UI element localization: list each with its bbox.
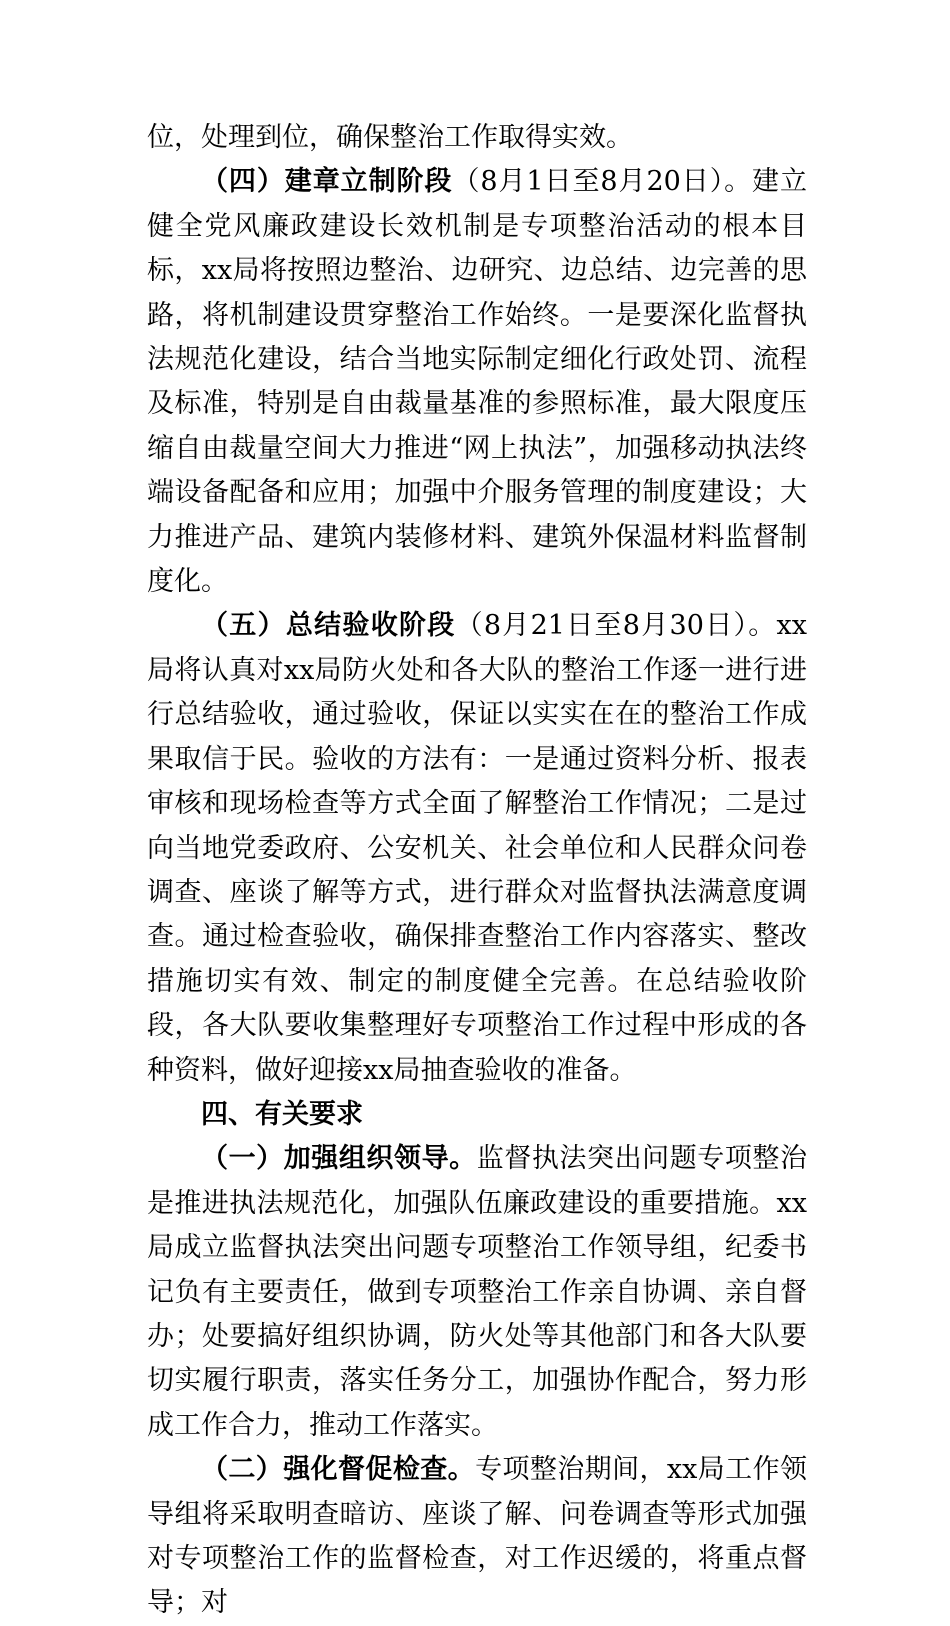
section-heading-requirements: 四、有关要求: [201, 1098, 363, 1130]
text-requirement-one: 监督执法突出问题专项整治是推进执法规范化，加强队伍廉政建设的重要措施。xx局成立监督执法突出问题专项整治工作领导组，纪委书记负有主要责任，做到专项整治工作亲自协调、亲自督办；处要搞好组织协调，防火处等其他部门和各大队要切实履行职责，落实任务分工，加强协作配合，努力形成工作合力，推动工作落实。: [147, 1143, 808, 1441]
document-body: [147, 116, 807, 1626]
text-requirement-two: 专项整治期间，xx局工作领导组将采取明查暗访、座谈了解、问卷调查等形式加强对专项整治工作的监督检查，对工作迟缓的，将重点督导；对: [147, 1454, 807, 1619]
heading-requirement-two: （二）强化督促检查。: [201, 1454, 476, 1486]
heading-stage-five: （五）总结验收阶段: [201, 610, 456, 642]
paragraph-continuation: 位，处理到位，确保整治工作取得实效。: [147, 122, 633, 153]
paragraph-stage-four: [147, 160, 807, 604]
paragraph-stage-five: [147, 604, 807, 1092]
text-stage-four: （8月1日至8月20日）。建立健全党风廉政建设长效机制是专项整治活动的根本目标，xx局将按照边整治、边研究、边总结、边完善的思路，将机制建设贯穿整治工作始终。一是要深化监督执法规范化建设，结合当地实际制定细化行政处罚、流程及标准，特别是自由裁量基准的参照标准，最大限度压缩自由裁量空间大力推进“网上执法”，加强移动执法终端设备配备和应用；加强中介服务管理的制度建设；大力推进产品、建筑内装修材料、建筑外保温材料监督制度化。: [147, 166, 807, 598]
heading-requirement-one: （一）加强组织领导。: [201, 1143, 477, 1175]
heading-stage-four: （四）建章立制阶段: [201, 166, 453, 198]
paragraph-requirement-one: [147, 1137, 807, 1448]
text-stage-five: （8月21日至8月30日）。xx局将认真对xx局防火处和各大队的整治工作逐一进行进行总结验收，通过验收，保证以实实在在的整治工作成果取信于民。验收的方法有：一是通过资料分析、报表审核和现场检查等方式全面了解整治工作情况；二是过向当地党委政府、公安机关、社会单位和人民群众问卷调查、座谈了解等方式，进行群众对监督执法满意度调查。通过检查验收，确保排查整治工作内容落实、整改措施切实有效、制定的制度健全完善。在总结验收阶段，各大队要收集整理好专项整治工作过程中形成的各种资料，做好迎接xx局抽查验收的准备。: [147, 610, 807, 1086]
paragraph-requirement-two: [147, 1448, 807, 1626]
